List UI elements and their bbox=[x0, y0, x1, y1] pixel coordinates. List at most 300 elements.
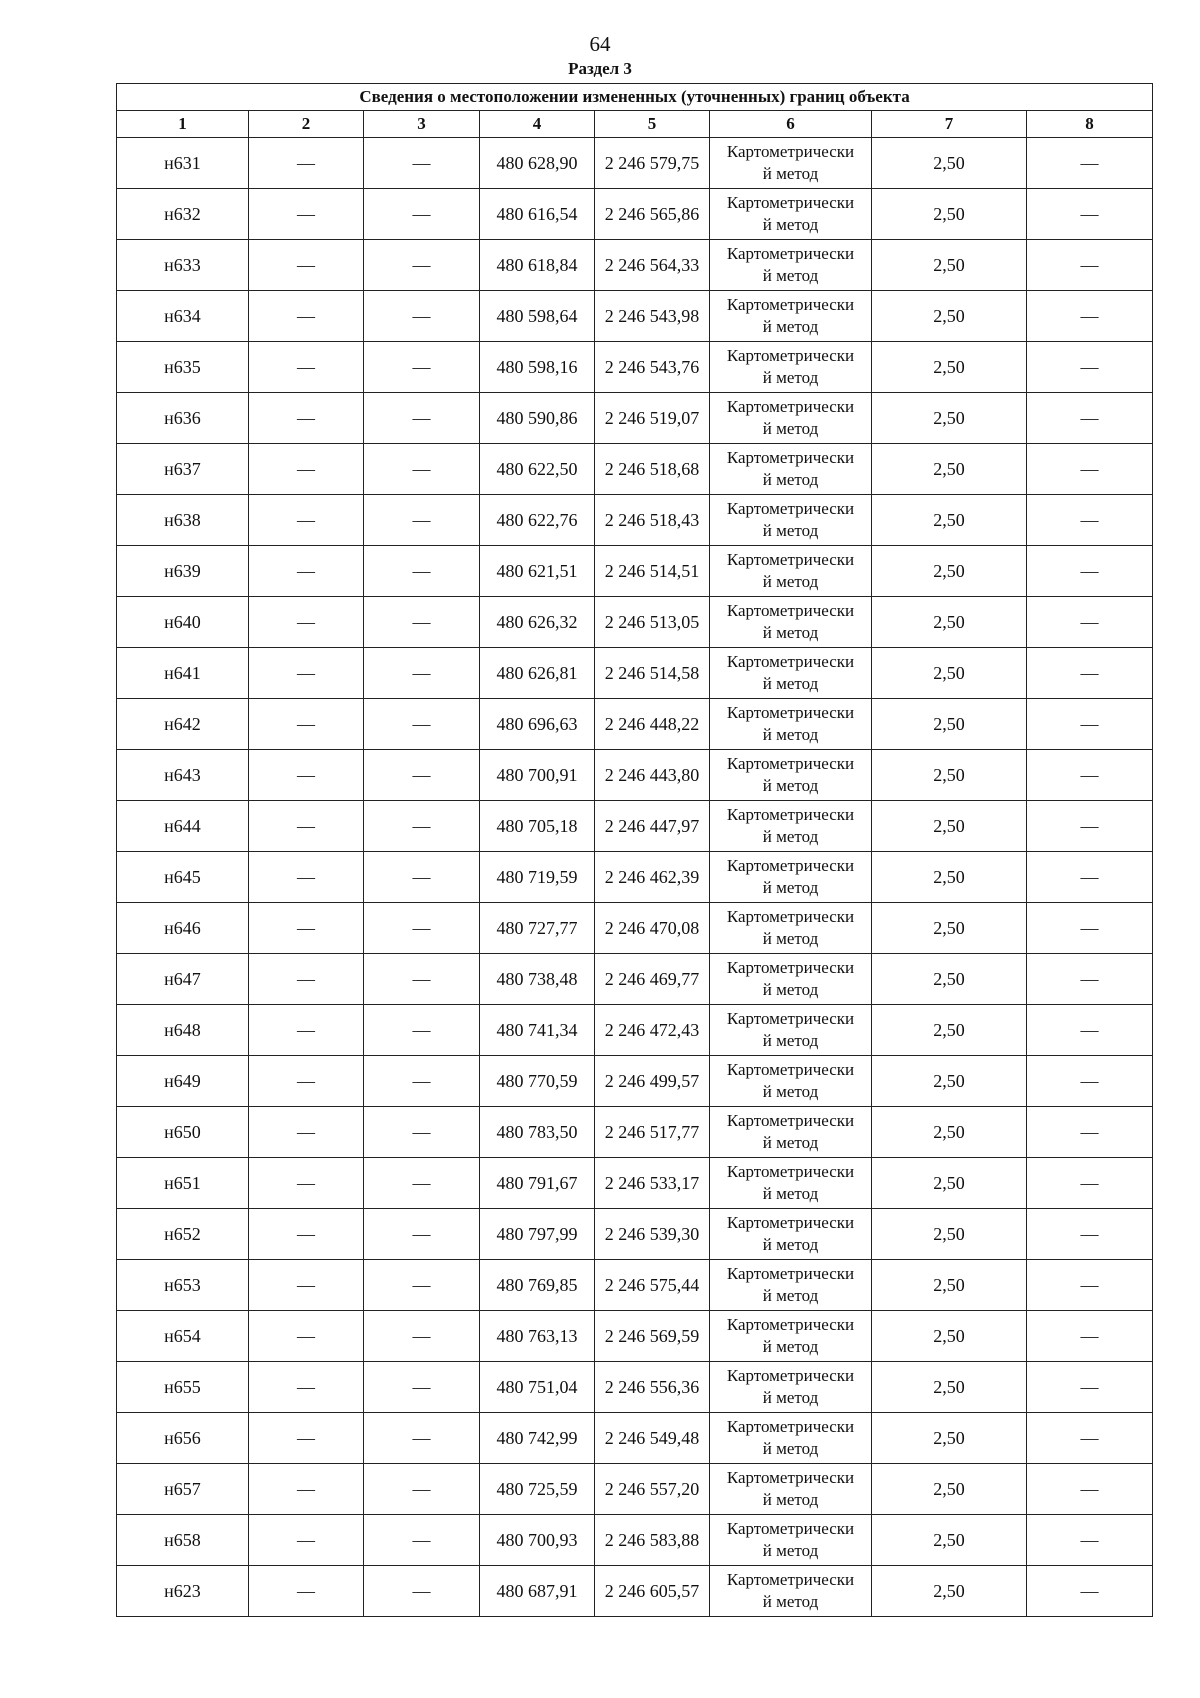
method-cell bbox=[710, 1515, 872, 1566]
method-line: й метод bbox=[762, 1133, 819, 1152]
empty-dash-cell: — bbox=[1027, 138, 1153, 189]
empty-dash-cell: — bbox=[1027, 852, 1153, 903]
y-coordinate-cell: 2 246 569,59 bbox=[595, 1311, 710, 1362]
method-line: Картометрически bbox=[726, 448, 855, 467]
y-coordinate-cell: 2 246 462,39 bbox=[595, 852, 710, 903]
method-line: Картометрически bbox=[726, 550, 855, 569]
y-coordinate-cell: 2 246 543,98 bbox=[595, 291, 710, 342]
method-line: Картометрически bbox=[726, 499, 855, 518]
table-row bbox=[117, 750, 1153, 801]
empty-dash-cell: — bbox=[249, 1362, 364, 1413]
method-line: Картометрически bbox=[726, 295, 855, 314]
table-row bbox=[117, 138, 1153, 189]
method-line: Картометрически bbox=[726, 142, 855, 161]
x-coordinate-cell: 480 741,34 bbox=[480, 1005, 595, 1056]
accuracy-cell: 2,50 bbox=[872, 750, 1027, 801]
point-number-cell: н637 bbox=[117, 444, 249, 495]
x-coordinate-cell: 480 598,64 bbox=[480, 291, 595, 342]
empty-dash-cell: — bbox=[249, 495, 364, 546]
point-number-cell: н639 bbox=[117, 546, 249, 597]
table-row bbox=[117, 1209, 1153, 1260]
point-number-cell: н652 bbox=[117, 1209, 249, 1260]
method-line: й метод bbox=[762, 776, 819, 795]
table-row bbox=[117, 1566, 1153, 1617]
method-cell bbox=[710, 546, 872, 597]
accuracy-cell: 2,50 bbox=[872, 444, 1027, 495]
empty-dash-cell: — bbox=[1027, 1107, 1153, 1158]
method-cell bbox=[710, 1056, 872, 1107]
point-number-cell: н654 bbox=[117, 1311, 249, 1362]
empty-dash-cell: — bbox=[249, 1209, 364, 1260]
y-coordinate-cell: 2 246 447,97 bbox=[595, 801, 710, 852]
method-cell bbox=[710, 1413, 872, 1464]
accuracy-cell: 2,50 bbox=[872, 342, 1027, 393]
method-line: Картометрически bbox=[726, 1111, 855, 1130]
empty-dash-cell: — bbox=[1027, 1005, 1153, 1056]
method-line: й метод bbox=[762, 1388, 819, 1407]
table-row bbox=[117, 495, 1153, 546]
table-row bbox=[117, 1260, 1153, 1311]
empty-dash-cell: — bbox=[364, 240, 480, 291]
point-number-cell: н642 bbox=[117, 699, 249, 750]
method-line: й метод bbox=[762, 1235, 819, 1254]
column-number: 6 bbox=[710, 111, 872, 138]
empty-dash-cell: — bbox=[249, 1311, 364, 1362]
method-cell bbox=[710, 903, 872, 954]
empty-dash-cell: — bbox=[1027, 1260, 1153, 1311]
empty-dash-cell: — bbox=[1027, 444, 1153, 495]
accuracy-cell: 2,50 bbox=[872, 699, 1027, 750]
empty-dash-cell: — bbox=[364, 189, 480, 240]
method-line: й метод bbox=[762, 1439, 819, 1458]
table-row bbox=[117, 699, 1153, 750]
empty-dash-cell: — bbox=[249, 1158, 364, 1209]
y-coordinate-cell: 2 246 514,58 bbox=[595, 648, 710, 699]
point-number-cell: н655 bbox=[117, 1362, 249, 1413]
empty-dash-cell: — bbox=[249, 546, 364, 597]
empty-dash-cell: — bbox=[364, 495, 480, 546]
table-body bbox=[117, 138, 1153, 1617]
empty-dash-cell: — bbox=[364, 1158, 480, 1209]
empty-dash-cell: — bbox=[364, 1311, 480, 1362]
method-cell bbox=[710, 648, 872, 699]
x-coordinate-cell: 480 763,13 bbox=[480, 1311, 595, 1362]
method-line: Картометрически bbox=[726, 346, 855, 365]
y-coordinate-cell: 2 246 469,77 bbox=[595, 954, 710, 1005]
empty-dash-cell: — bbox=[249, 648, 364, 699]
method-cell bbox=[710, 1209, 872, 1260]
table-row bbox=[117, 240, 1153, 291]
y-coordinate-cell: 2 246 514,51 bbox=[595, 546, 710, 597]
method-cell bbox=[710, 597, 872, 648]
accuracy-cell: 2,50 bbox=[872, 546, 1027, 597]
x-coordinate-cell: 480 727,77 bbox=[480, 903, 595, 954]
point-number-cell: н650 bbox=[117, 1107, 249, 1158]
point-number-cell: н640 bbox=[117, 597, 249, 648]
method-line: Картометрически bbox=[726, 193, 855, 212]
accuracy-cell: 2,50 bbox=[872, 495, 1027, 546]
accuracy-cell: 2,50 bbox=[872, 1005, 1027, 1056]
table-row bbox=[117, 189, 1153, 240]
x-coordinate-cell: 480 616,54 bbox=[480, 189, 595, 240]
empty-dash-cell: — bbox=[249, 1413, 364, 1464]
empty-dash-cell: — bbox=[1027, 342, 1153, 393]
y-coordinate-cell: 2 246 557,20 bbox=[595, 1464, 710, 1515]
x-coordinate-cell: 480 700,93 bbox=[480, 1515, 595, 1566]
accuracy-cell: 2,50 bbox=[872, 1362, 1027, 1413]
method-line: Картометрически bbox=[726, 1060, 855, 1079]
method-line: й метод bbox=[762, 1184, 819, 1203]
empty-dash-cell: — bbox=[1027, 1515, 1153, 1566]
empty-dash-cell: — bbox=[249, 852, 364, 903]
y-coordinate-cell: 2 246 556,36 bbox=[595, 1362, 710, 1413]
point-number-cell: н643 bbox=[117, 750, 249, 801]
method-line: й метод bbox=[762, 572, 819, 591]
x-coordinate-cell: 480 621,51 bbox=[480, 546, 595, 597]
y-coordinate-cell: 2 246 605,57 bbox=[595, 1566, 710, 1617]
point-number-cell: н647 bbox=[117, 954, 249, 1005]
x-coordinate-cell: 480 770,59 bbox=[480, 1056, 595, 1107]
accuracy-cell: 2,50 bbox=[872, 1107, 1027, 1158]
point-number-cell: н646 bbox=[117, 903, 249, 954]
column-number-row bbox=[117, 111, 1153, 138]
empty-dash-cell: — bbox=[249, 1056, 364, 1107]
method-cell bbox=[710, 1158, 872, 1209]
y-coordinate-cell: 2 246 543,76 bbox=[595, 342, 710, 393]
y-coordinate-cell: 2 246 583,88 bbox=[595, 1515, 710, 1566]
method-cell bbox=[710, 1311, 872, 1362]
method-line: й метод bbox=[762, 419, 819, 438]
point-number-cell: н636 bbox=[117, 393, 249, 444]
point-number-cell: н641 bbox=[117, 648, 249, 699]
y-coordinate-cell: 2 246 549,48 bbox=[595, 1413, 710, 1464]
y-coordinate-cell: 2 246 499,57 bbox=[595, 1056, 710, 1107]
x-coordinate-cell: 480 738,48 bbox=[480, 954, 595, 1005]
method-line: Картометрически bbox=[726, 1264, 855, 1283]
point-number-cell: н649 bbox=[117, 1056, 249, 1107]
method-line: Картометрически bbox=[726, 1366, 855, 1385]
point-number-cell: н635 bbox=[117, 342, 249, 393]
method-cell bbox=[710, 1260, 872, 1311]
table-row bbox=[117, 1311, 1153, 1362]
method-cell bbox=[710, 699, 872, 750]
method-cell bbox=[710, 1566, 872, 1617]
point-number-cell: н644 bbox=[117, 801, 249, 852]
method-cell bbox=[710, 444, 872, 495]
coordinates-table bbox=[116, 83, 1153, 1617]
method-cell bbox=[710, 1005, 872, 1056]
empty-dash-cell: — bbox=[249, 1566, 364, 1617]
x-coordinate-cell: 480 696,63 bbox=[480, 699, 595, 750]
empty-dash-cell: — bbox=[364, 1515, 480, 1566]
point-number-cell: н648 bbox=[117, 1005, 249, 1056]
empty-dash-cell: — bbox=[1027, 189, 1153, 240]
empty-dash-cell: — bbox=[1027, 1209, 1153, 1260]
accuracy-cell: 2,50 bbox=[872, 240, 1027, 291]
method-line: й метод bbox=[762, 368, 819, 387]
y-coordinate-cell: 2 246 448,22 bbox=[595, 699, 710, 750]
method-cell bbox=[710, 393, 872, 444]
column-number: 1 bbox=[117, 111, 249, 138]
column-number: 7 bbox=[872, 111, 1027, 138]
method-line: Картометрически bbox=[726, 397, 855, 416]
table-row bbox=[117, 852, 1153, 903]
x-coordinate-cell: 480 626,32 bbox=[480, 597, 595, 648]
method-line: й метод bbox=[762, 725, 819, 744]
x-coordinate-cell: 480 751,04 bbox=[480, 1362, 595, 1413]
empty-dash-cell: — bbox=[364, 903, 480, 954]
page-number: 64 bbox=[589, 32, 611, 56]
column-number: 8 bbox=[1027, 111, 1153, 138]
empty-dash-cell: — bbox=[1027, 750, 1153, 801]
method-line: й метод bbox=[762, 674, 819, 693]
x-coordinate-cell: 480 719,59 bbox=[480, 852, 595, 903]
empty-dash-cell: — bbox=[364, 597, 480, 648]
point-number-cell: н651 bbox=[117, 1158, 249, 1209]
method-line: Картометрически bbox=[726, 652, 855, 671]
method-line: й метод bbox=[762, 266, 819, 285]
point-number-cell: н657 bbox=[117, 1464, 249, 1515]
point-number-cell: н633 bbox=[117, 240, 249, 291]
empty-dash-cell: — bbox=[1027, 597, 1153, 648]
table-row bbox=[117, 1413, 1153, 1464]
table-row bbox=[117, 1158, 1153, 1209]
empty-dash-cell: — bbox=[249, 393, 364, 444]
empty-dash-cell: — bbox=[364, 1566, 480, 1617]
empty-dash-cell: — bbox=[249, 138, 364, 189]
empty-dash-cell: — bbox=[364, 291, 480, 342]
method-line: Картометрически bbox=[726, 907, 855, 926]
accuracy-cell: 2,50 bbox=[872, 1566, 1027, 1617]
method-line: Картометрически bbox=[726, 1162, 855, 1181]
empty-dash-cell: — bbox=[364, 1209, 480, 1260]
empty-dash-cell: — bbox=[364, 699, 480, 750]
y-coordinate-cell: 2 246 517,77 bbox=[595, 1107, 710, 1158]
point-number-cell: н658 bbox=[117, 1515, 249, 1566]
empty-dash-cell: — bbox=[249, 903, 364, 954]
empty-dash-cell: — bbox=[1027, 1056, 1153, 1107]
empty-dash-cell: — bbox=[1027, 1158, 1153, 1209]
empty-dash-cell: — bbox=[249, 444, 364, 495]
point-number-cell: н634 bbox=[117, 291, 249, 342]
empty-dash-cell: — bbox=[1027, 393, 1153, 444]
method-line: й метод bbox=[762, 623, 819, 642]
table-row bbox=[117, 1056, 1153, 1107]
x-coordinate-cell: 480 797,99 bbox=[480, 1209, 595, 1260]
point-number-cell: н653 bbox=[117, 1260, 249, 1311]
method-line: й метод bbox=[762, 1082, 819, 1101]
method-line: Картометрически bbox=[726, 1570, 855, 1589]
empty-dash-cell: — bbox=[249, 801, 364, 852]
empty-dash-cell: — bbox=[1027, 1311, 1153, 1362]
accuracy-cell: 2,50 bbox=[872, 1158, 1027, 1209]
y-coordinate-cell: 2 246 518,43 bbox=[595, 495, 710, 546]
empty-dash-cell: — bbox=[249, 597, 364, 648]
method-line: й метод bbox=[762, 1541, 819, 1560]
empty-dash-cell: — bbox=[1027, 1566, 1153, 1617]
x-coordinate-cell: 480 700,91 bbox=[480, 750, 595, 801]
empty-dash-cell: — bbox=[249, 699, 364, 750]
y-coordinate-cell: 2 246 564,33 bbox=[595, 240, 710, 291]
empty-dash-cell: — bbox=[364, 1464, 480, 1515]
table-row bbox=[117, 1515, 1153, 1566]
method-line: й метод bbox=[762, 1031, 819, 1050]
accuracy-cell: 2,50 bbox=[872, 903, 1027, 954]
y-coordinate-cell: 2 246 518,68 bbox=[595, 444, 710, 495]
x-coordinate-cell: 480 742,99 bbox=[480, 1413, 595, 1464]
method-line: Картометрически bbox=[726, 856, 855, 875]
empty-dash-cell: — bbox=[249, 1107, 364, 1158]
accuracy-cell: 2,50 bbox=[872, 291, 1027, 342]
method-cell bbox=[710, 801, 872, 852]
method-line: й метод bbox=[762, 1592, 819, 1611]
method-line: й метод bbox=[762, 317, 819, 336]
method-cell bbox=[710, 291, 872, 342]
method-line: й метод bbox=[762, 1286, 819, 1305]
column-number: 3 bbox=[364, 111, 480, 138]
table-row bbox=[117, 1362, 1153, 1413]
empty-dash-cell: — bbox=[249, 240, 364, 291]
empty-dash-cell: — bbox=[1027, 903, 1153, 954]
accuracy-cell: 2,50 bbox=[872, 1515, 1027, 1566]
method-line: Картометрически bbox=[726, 1315, 855, 1334]
method-line: Картометрически bbox=[726, 1468, 855, 1487]
method-line: й метод bbox=[762, 1337, 819, 1356]
method-cell bbox=[710, 189, 872, 240]
empty-dash-cell: — bbox=[364, 342, 480, 393]
accuracy-cell: 2,50 bbox=[872, 1260, 1027, 1311]
y-coordinate-cell: 2 246 533,17 bbox=[595, 1158, 710, 1209]
accuracy-cell: 2,50 bbox=[872, 1056, 1027, 1107]
method-cell bbox=[710, 1464, 872, 1515]
method-line: Картометрически bbox=[726, 754, 855, 773]
x-coordinate-cell: 480 769,85 bbox=[480, 1260, 595, 1311]
empty-dash-cell: — bbox=[364, 648, 480, 699]
empty-dash-cell: — bbox=[364, 750, 480, 801]
y-coordinate-cell: 2 246 565,86 bbox=[595, 189, 710, 240]
method-line: й метод bbox=[762, 827, 819, 846]
empty-dash-cell: — bbox=[364, 138, 480, 189]
point-number-cell: н656 bbox=[117, 1413, 249, 1464]
y-coordinate-cell: 2 246 470,08 bbox=[595, 903, 710, 954]
point-number-cell: н631 bbox=[117, 138, 249, 189]
y-coordinate-cell: 2 246 575,44 bbox=[595, 1260, 710, 1311]
method-line: Картометрически bbox=[726, 703, 855, 722]
section-title: Раздел 3 bbox=[568, 59, 632, 78]
y-coordinate-cell: 2 246 472,43 bbox=[595, 1005, 710, 1056]
empty-dash-cell: — bbox=[249, 189, 364, 240]
method-line: й метод bbox=[762, 470, 819, 489]
empty-dash-cell: — bbox=[1027, 648, 1153, 699]
method-line: Картометрически bbox=[726, 805, 855, 824]
empty-dash-cell: — bbox=[364, 801, 480, 852]
empty-dash-cell: — bbox=[1027, 1413, 1153, 1464]
table-row bbox=[117, 801, 1153, 852]
accuracy-cell: 2,50 bbox=[872, 189, 1027, 240]
y-coordinate-cell: 2 246 539,30 bbox=[595, 1209, 710, 1260]
y-coordinate-cell: 2 246 443,80 bbox=[595, 750, 710, 801]
method-line: Картометрически bbox=[726, 1009, 855, 1028]
y-coordinate-cell: 2 246 519,07 bbox=[595, 393, 710, 444]
method-cell bbox=[710, 750, 872, 801]
method-line: Картометрически bbox=[726, 1519, 855, 1538]
x-coordinate-cell: 480 783,50 bbox=[480, 1107, 595, 1158]
method-line: Картометрически bbox=[726, 601, 855, 620]
method-line: й метод bbox=[762, 980, 819, 999]
empty-dash-cell: — bbox=[1027, 954, 1153, 1005]
method-cell bbox=[710, 954, 872, 1005]
x-coordinate-cell: 480 598,16 bbox=[480, 342, 595, 393]
empty-dash-cell: — bbox=[249, 1260, 364, 1311]
y-coordinate-cell: 2 246 579,75 bbox=[595, 138, 710, 189]
empty-dash-cell: — bbox=[364, 1005, 480, 1056]
point-number-cell: н638 bbox=[117, 495, 249, 546]
x-coordinate-cell: 480 791,67 bbox=[480, 1158, 595, 1209]
table-row bbox=[117, 342, 1153, 393]
method-line: й метод bbox=[762, 1490, 819, 1509]
empty-dash-cell: — bbox=[1027, 1362, 1153, 1413]
empty-dash-cell: — bbox=[364, 1260, 480, 1311]
table-row bbox=[117, 597, 1153, 648]
empty-dash-cell: — bbox=[249, 291, 364, 342]
accuracy-cell: 2,50 bbox=[872, 1311, 1027, 1362]
empty-dash-cell: — bbox=[364, 852, 480, 903]
table-row bbox=[117, 648, 1153, 699]
column-number: 4 bbox=[480, 111, 595, 138]
accuracy-cell: 2,50 bbox=[872, 954, 1027, 1005]
method-cell bbox=[710, 138, 872, 189]
empty-dash-cell: — bbox=[1027, 291, 1153, 342]
x-coordinate-cell: 480 687,91 bbox=[480, 1566, 595, 1617]
point-number-cell: н623 bbox=[117, 1566, 249, 1617]
accuracy-cell: 2,50 bbox=[872, 1209, 1027, 1260]
x-coordinate-cell: 480 622,76 bbox=[480, 495, 595, 546]
y-coordinate-cell: 2 246 513,05 bbox=[595, 597, 710, 648]
accuracy-cell: 2,50 bbox=[872, 801, 1027, 852]
table-caption: Сведения о местоположении измененных (уточненных) границ объекта bbox=[117, 84, 1153, 111]
x-coordinate-cell: 480 725,59 bbox=[480, 1464, 595, 1515]
point-number-cell: н632 bbox=[117, 189, 249, 240]
empty-dash-cell: — bbox=[364, 1056, 480, 1107]
x-coordinate-cell: 480 590,86 bbox=[480, 393, 595, 444]
table-row bbox=[117, 1464, 1153, 1515]
accuracy-cell: 2,50 bbox=[872, 852, 1027, 903]
empty-dash-cell: — bbox=[1027, 699, 1153, 750]
empty-dash-cell: — bbox=[1027, 801, 1153, 852]
empty-dash-cell: — bbox=[249, 750, 364, 801]
empty-dash-cell: — bbox=[1027, 1464, 1153, 1515]
empty-dash-cell: — bbox=[364, 393, 480, 444]
empty-dash-cell: — bbox=[364, 546, 480, 597]
method-line: й метод bbox=[762, 215, 819, 234]
method-line: Картометрически bbox=[726, 958, 855, 977]
accuracy-cell: 2,50 bbox=[872, 648, 1027, 699]
method-cell bbox=[710, 495, 872, 546]
method-line: й метод bbox=[762, 878, 819, 897]
accuracy-cell: 2,50 bbox=[872, 138, 1027, 189]
table-row bbox=[117, 954, 1153, 1005]
empty-dash-cell: — bbox=[1027, 240, 1153, 291]
empty-dash-cell: — bbox=[249, 1515, 364, 1566]
x-coordinate-cell: 480 628,90 bbox=[480, 138, 595, 189]
empty-dash-cell: — bbox=[1027, 495, 1153, 546]
point-number-cell: н645 bbox=[117, 852, 249, 903]
empty-dash-cell: — bbox=[1027, 546, 1153, 597]
empty-dash-cell: — bbox=[364, 954, 480, 1005]
method-line: й метод bbox=[762, 929, 819, 948]
column-number: 5 bbox=[595, 111, 710, 138]
table-row bbox=[117, 903, 1153, 954]
